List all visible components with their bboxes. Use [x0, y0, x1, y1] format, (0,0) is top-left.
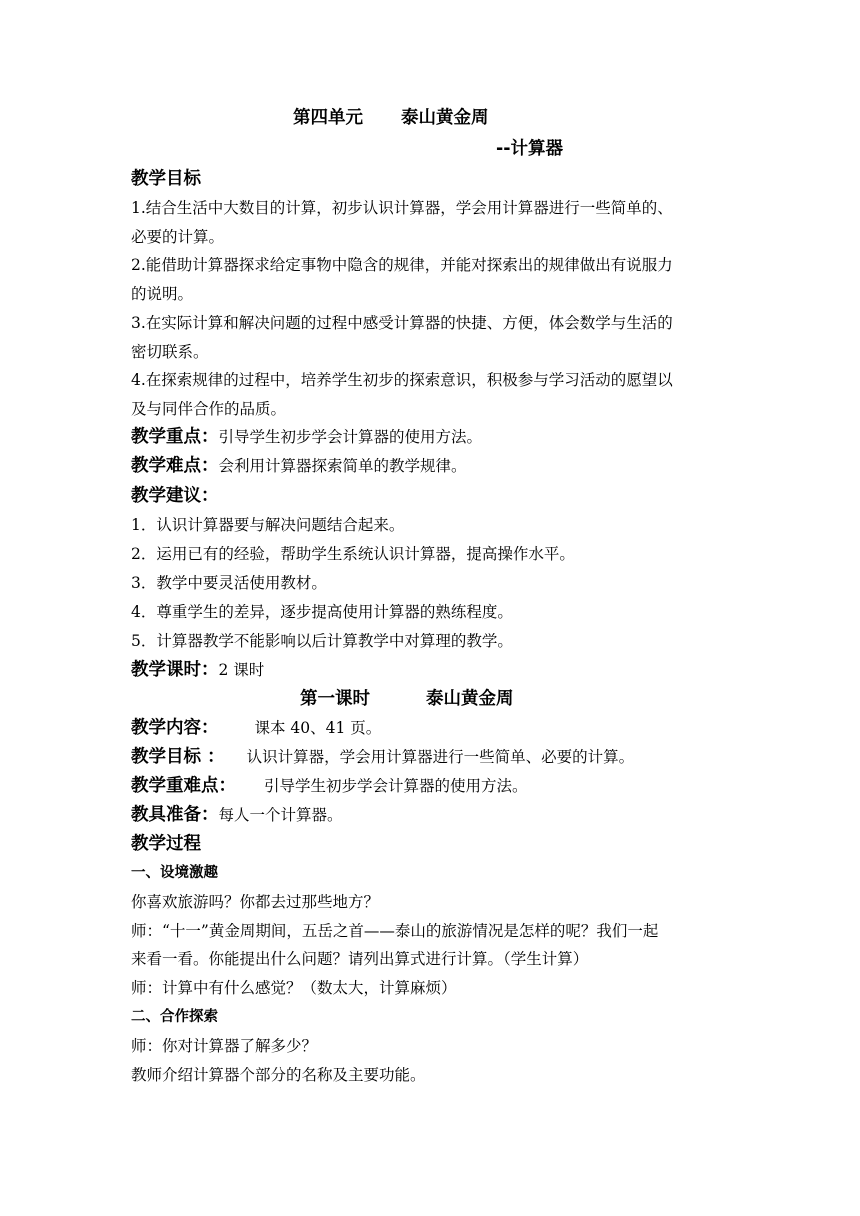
lesson-goal-text: 认识计算器，学会用计算器进行一些简单、必要的计算。: [246, 748, 635, 766]
advice-item: 3．教学中要灵活使用教材。: [131, 574, 327, 592]
key-point: [131, 426, 482, 448]
process-heading: 教学过程: [131, 834, 201, 854]
step1-line: 你喜欢旅游吗？你都去过那些地方？: [131, 893, 380, 911]
lesson-goal-label: 教学目标 ：: [131, 747, 225, 767]
advice-item: 2．运用已有的经验，帮助学生系统认识计算器，提高操作水平。: [131, 545, 575, 563]
lesson-key: [131, 775, 528, 797]
goal-line: 2.能借助计算器探求给定事物中隐含的规律，并能对探索出的规律做出有说服力: [131, 256, 673, 274]
lesson-name: 第一课时: [300, 689, 370, 709]
step1-line: 师：计算中有什么感觉？（数太大，计算麻烦）: [131, 979, 457, 997]
unit-subtitle: --计算器: [496, 139, 564, 159]
unit-title: [293, 107, 489, 129]
step2-heading: 二、合作探索: [131, 1009, 218, 1025]
goals-heading: 教学目标: [131, 169, 201, 189]
tools-label: 教具准备：: [131, 805, 219, 825]
step1-heading: 一、设境激趣: [131, 865, 218, 881]
goal-line: 密切联系。: [131, 343, 209, 361]
hours-text: 2 课时: [218, 661, 265, 679]
goal-line: 及与同伴合作的品质。: [131, 400, 287, 418]
unit-number: 第四单元: [293, 108, 363, 128]
goal-line: 3.在实际计算和解决问题的过程中感受计算器的快捷、方便，体会数学与生活的: [131, 314, 673, 332]
step1-line: 来看一看。你能提出什么问题？请列出算式进行计算。（学生计算）: [131, 950, 589, 968]
hours-label: 教学课时：: [131, 660, 219, 680]
lesson-title: [300, 688, 514, 710]
content-text: 课本 40、41 页。: [254, 719, 382, 737]
goal-line: 必要的计算。: [131, 228, 225, 246]
key-label: 教学重点：: [131, 427, 219, 447]
difficulty-text: 会利用计算器探索简单的教学规律。: [218, 457, 467, 475]
advice-item: 1．认识计算器要与解决问题结合起来。: [131, 516, 405, 534]
difficulty-point: [131, 455, 467, 477]
advice-heading: 教学建议：: [131, 486, 219, 506]
lesson-tools: [131, 804, 343, 826]
lesson-goal: [131, 746, 634, 768]
advice-item: 4．尊重学生的差异，逐步提高使用计算器的熟练程度。: [131, 603, 513, 621]
goal-line: 1.结合生活中大数目的计算，初步认识计算器，学会用计算器进行一些简单的、: [131, 199, 673, 217]
lesson-topic: 泰山黄金周: [426, 689, 514, 709]
key-text: 引导学生初步学会计算器的使用方法。: [218, 428, 483, 446]
class-hours: [131, 659, 264, 681]
lesson-content: [131, 717, 381, 739]
difficulty-label: 教学难点：: [131, 456, 219, 476]
advice-item: 5．计算器教学不能影响以后计算教学中对算理的教学。: [131, 632, 513, 650]
lesson-key-label: 教学重难点：: [131, 776, 236, 796]
tools-text: 每人一个计算器。: [218, 806, 343, 824]
step1-line: 师：“十一”黄金周期间，五岳之首——泰山的旅游情况是怎样的呢？我们一起: [131, 922, 659, 940]
goal-line: 的说明。: [131, 285, 194, 303]
unit-topic: 泰山黄金周: [401, 108, 489, 128]
content-label: 教学内容：: [131, 718, 219, 738]
lesson-key-text: 引导学生初步学会计算器的使用方法。: [264, 777, 528, 795]
step2-line: 教师介绍计算器个部分的名称及主要功能。: [131, 1066, 426, 1084]
goal-line: 4.在探索规律的过程中，培养学生初步的探索意识，积极参与学习活动的愿望以: [131, 371, 673, 389]
step2-line: 师：你对计算器了解多少？: [131, 1037, 318, 1055]
